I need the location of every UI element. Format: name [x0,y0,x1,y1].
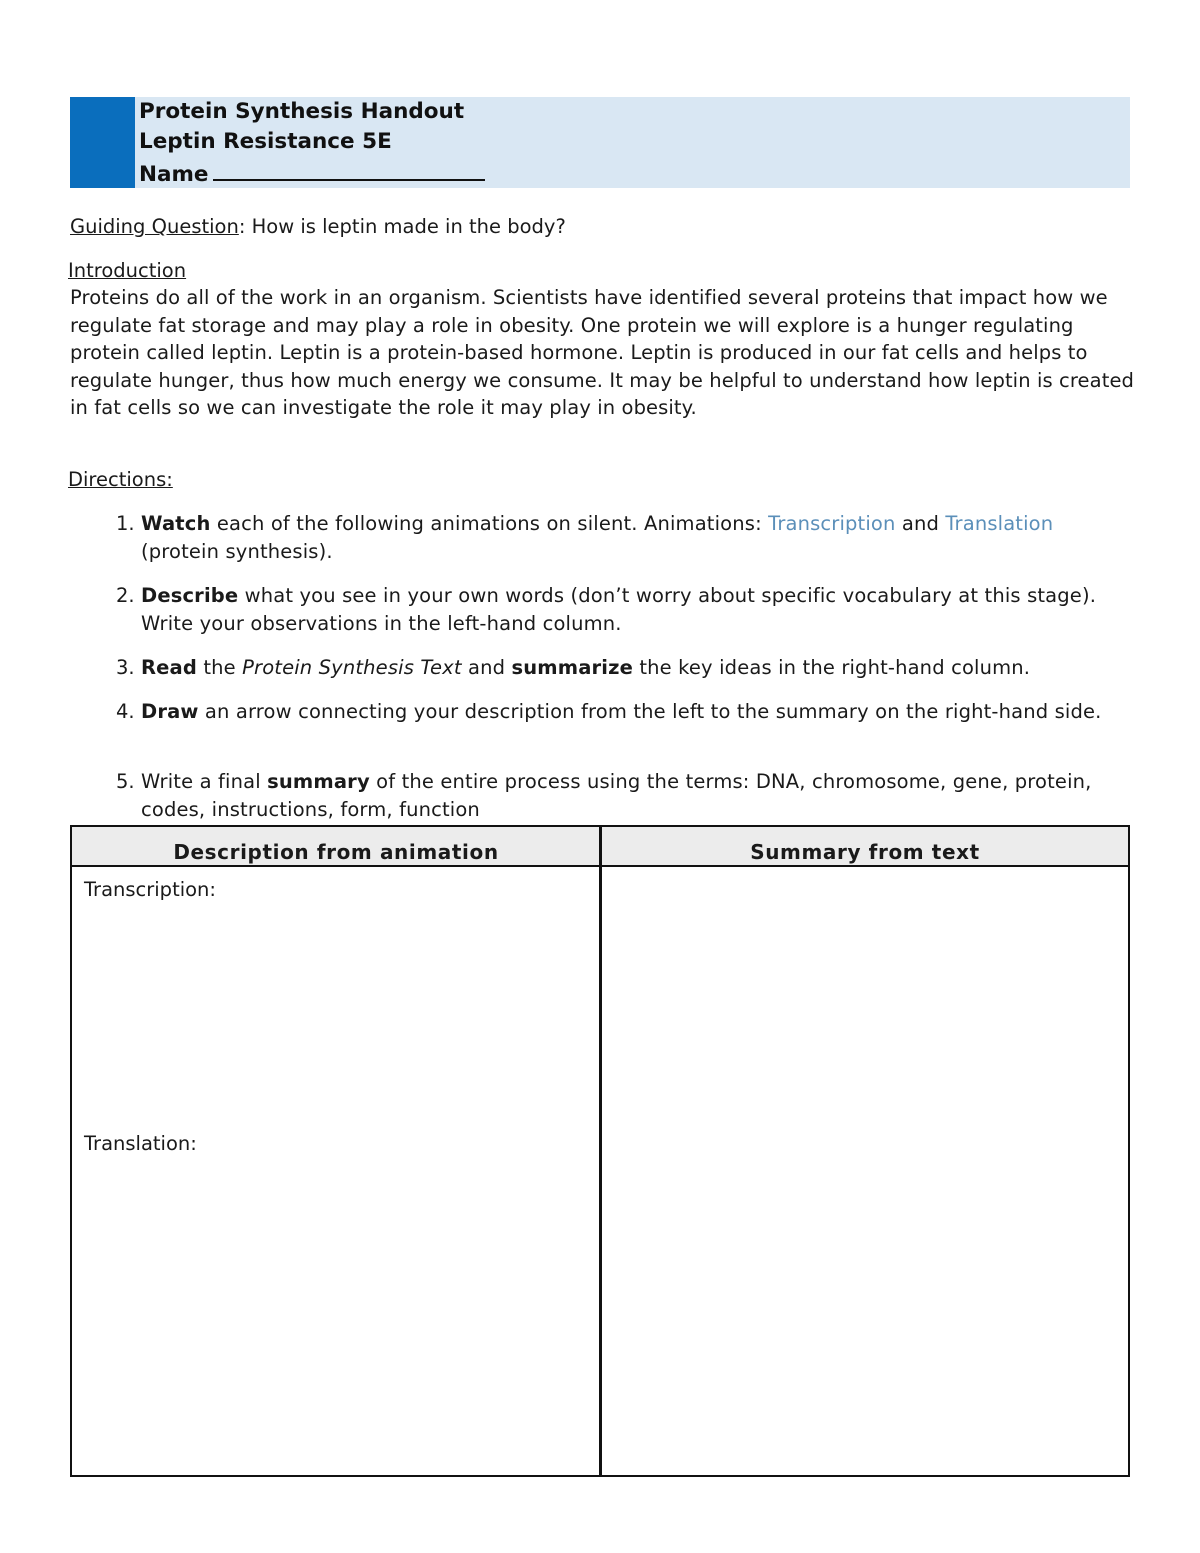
guiding-question-text: : How is leptin made in the body? [238,215,566,238]
direction-keyword: Draw [141,700,199,723]
guiding-question-label: Guiding Question [70,215,239,238]
direction-text [141,698,1116,726]
name-label: Name [139,162,209,187]
direction-text-part: the key ideas in the right-hand column. [633,656,1031,679]
table-header-summary: Summary from text [750,840,980,864]
directions-heading: Directions: [68,468,173,491]
name-field-row [139,157,485,190]
name-blank-line[interactable] [213,157,485,181]
direction-text-part: each of the following animations on silent. Animations: [210,512,769,535]
direction-text-part: (protein synthesis). [141,539,333,563]
direction-text-part: Write a final [141,770,268,793]
direction-text-part: the [196,656,243,679]
direction-text-part: of the entire process using the terms: DNA, chromosome, gene, protein, codes, instructions, form, function [141,770,1092,821]
header-accent-bar [70,97,135,188]
header-band [70,97,1130,188]
direction-keyword: Watch [141,512,211,535]
direction-text-part: what you see in your own words (don’t worry about specific vocabulary at this stage). Write your observations in the left-hand column. [141,584,1097,635]
direction-text-part: and [895,512,946,535]
direction-keyword: Describe [141,584,239,607]
text-reference: Protein Synthesis Text [242,656,462,679]
direction-keyword: summarize [511,656,634,679]
introduction-body: Proteins do all of the work in an organism. Scientists have identified several proteins that impact how we regulate fat storage and may play a role in obesity. One protein we will explore is a hunger regulating protein called leptin. Leptin is a protein-based hormone. Leptin is produced in our fat cells and helps to regulate hunger, thus how much energy we consume. It may be helpful to understand how leptin is created in fat cells so we can investigate the role it may play in obesity. [70,286,1135,420]
direction-number: 1. [116,512,135,535]
translation-link[interactable]: Translation [945,512,1054,535]
direction-text [141,582,1116,637]
translation-cell-label: Translation: [84,1132,197,1155]
header-text [139,97,485,190]
direction-keyword: Read [141,656,197,679]
direction-keyword: summary [267,770,370,793]
document-subtitle: Leptin Resistance 5E [139,129,392,154]
direction-number: 3. [116,656,135,679]
transcription-cell-label: Transcription: [84,878,216,901]
column-divider [599,827,602,1475]
direction-text [141,768,1116,823]
transcription-link[interactable]: Transcription [768,512,896,535]
direction-text [141,654,1116,682]
direction-text-part: and [461,656,512,679]
direction-text-part: an arrow connecting your description from the left to the summary on the right-hand side. [198,700,1102,723]
response-table [70,825,1130,1477]
direction-text [141,510,1116,565]
table-header-description: Description from animation [173,840,499,864]
direction-number: 4. [116,700,135,723]
document-title: Protein Synthesis Handout [139,99,465,124]
direction-number: 2. [116,584,135,607]
direction-number: 5. [116,770,135,793]
guiding-question [70,214,566,240]
introduction-heading: Introduction [68,259,187,282]
